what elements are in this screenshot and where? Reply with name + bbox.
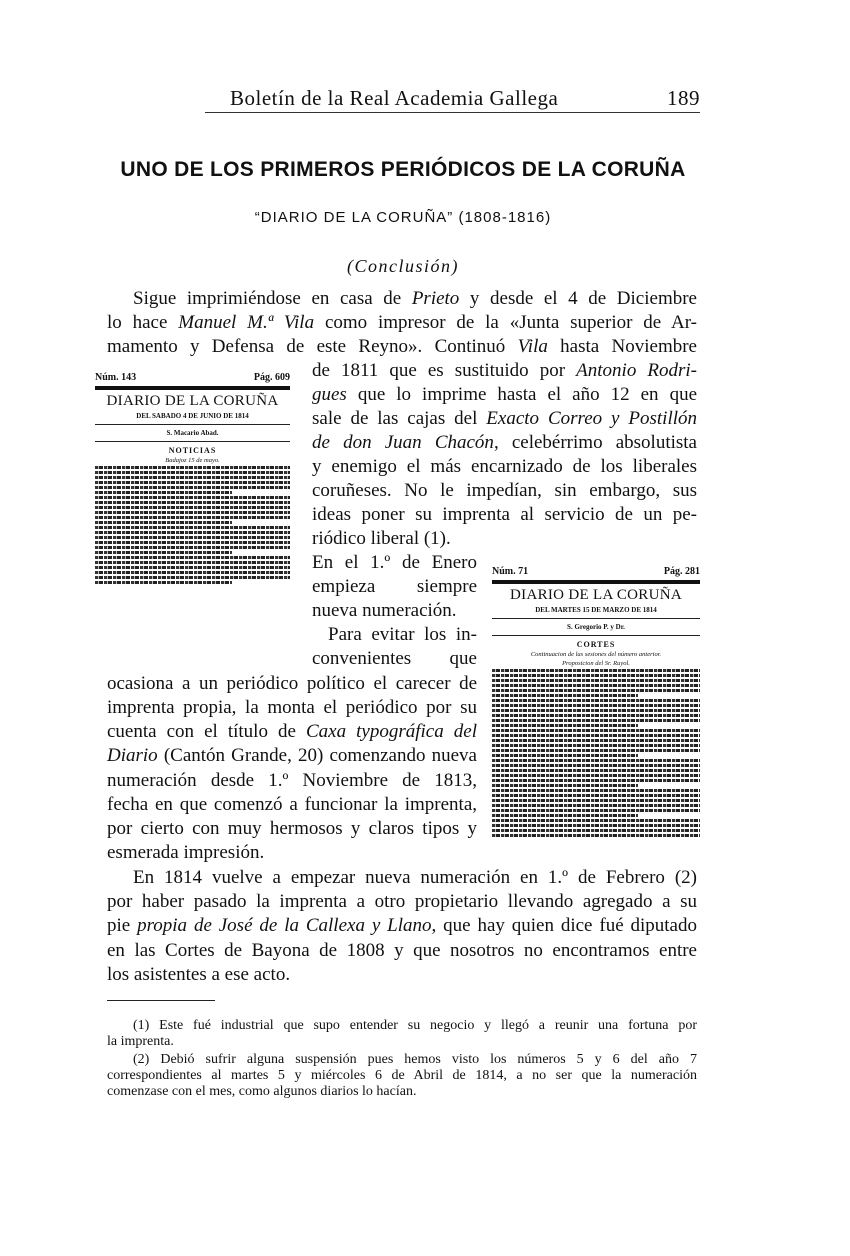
- text: numeración desde 1.º Noviembre de 1813,: [107, 770, 477, 791]
- text: como impresor de la «Junta superior de Ar-: [314, 312, 697, 333]
- footnote-line: comenzase con el mes, como algunos diarios lo hacían.: [107, 1084, 417, 1099]
- italic-text: propia de José de la Callexa y Llano: [137, 915, 432, 936]
- clip-text-line: [95, 506, 290, 509]
- italic-text: Vila: [517, 336, 548, 357]
- body-line: [312, 528, 451, 550]
- body-line: [312, 360, 697, 382]
- text: por haber pasado la imprenta a otro propietario llevando agregado a su: [107, 891, 697, 912]
- body-line: [312, 552, 477, 574]
- body-line: [107, 770, 477, 792]
- text: mamento y Defensa de este Reyno». Continuó: [107, 336, 518, 357]
- text: (Cantón Grande, 20) comenzando nueva: [157, 745, 477, 766]
- clip-text-line: [492, 739, 700, 742]
- text: en las Cortes de Bayona de 1808 y que nosotros no encontramos entre: [107, 940, 697, 961]
- footnote-line: correspondientes al martes 5 y miércoles 6 de Abril de 1814, a no ser que la numeración: [107, 1068, 697, 1083]
- clip-text-block: [95, 466, 290, 584]
- running-header: [230, 86, 700, 111]
- clip-text-line: [95, 471, 290, 474]
- clip-dateline: Badajoz 15 de mayo.: [165, 457, 220, 464]
- italic-text: Prieto: [411, 288, 460, 309]
- italic-text: gues: [312, 384, 347, 405]
- body-line: [312, 408, 697, 430]
- text: imprenta propia, la monta el periódico por su: [107, 697, 477, 718]
- body-line: [133, 288, 697, 310]
- text: , que hay quien dice fué diputado: [431, 915, 697, 936]
- clip-text-line: [95, 546, 290, 549]
- italic-text: Exacto Correo y Postillón: [486, 408, 697, 429]
- text: coruñeses. No le impedían, sin embargo, sus: [312, 480, 697, 501]
- text: lo hace: [107, 312, 179, 333]
- clip-text-line: [492, 789, 700, 792]
- body-line: [107, 673, 477, 695]
- text: empieza siempre: [312, 576, 477, 597]
- clip-rule: [95, 424, 290, 425]
- clip-rule: [492, 580, 700, 584]
- clip-text-line: [95, 521, 232, 524]
- body-line: [107, 964, 290, 986]
- clip-date: DEL MARTES 15 DE MARZO DE 1814: [535, 606, 657, 614]
- clip-text-line: [492, 809, 700, 812]
- clip-text-line: [492, 729, 700, 732]
- text: riódico liberal (1).: [312, 528, 451, 549]
- clip-text-line: [95, 536, 290, 539]
- clip-text-line: [95, 501, 290, 504]
- clip-text-line: [492, 759, 700, 762]
- clip-text-line: [492, 679, 700, 682]
- clip-text-line: [492, 704, 700, 707]
- text: Sigue imprimiéndose en casa de: [133, 288, 412, 309]
- italic-text: Caxa typográfica del: [305, 721, 477, 742]
- running-title: Boletín de la Real Academia Gallega: [230, 86, 559, 110]
- body-line: [312, 480, 697, 502]
- body-line: [328, 624, 477, 646]
- clip-page: Pág. 609: [253, 372, 290, 383]
- body-line: [107, 842, 264, 864]
- clip-text-line: [492, 669, 700, 672]
- clip-text-line: [95, 551, 232, 554]
- article-title: UNO DE LOS PRIMEROS PERIÓDICOS DE LA CORUÑA: [120, 158, 686, 181]
- footnote-line: la imprenta.: [107, 1034, 174, 1049]
- body-line: [312, 600, 457, 622]
- clip-subhead: Continuacion de las sesiones del número anterior.: [530, 651, 662, 658]
- clip-text-line: [95, 466, 290, 469]
- clip-text-line: [95, 511, 290, 514]
- body-line: [312, 504, 697, 526]
- text: En el 1.º de Enero: [312, 552, 477, 573]
- header-rule: [205, 112, 700, 113]
- clip-text-line: [95, 531, 290, 534]
- clip-text-line: [492, 824, 700, 827]
- text: sale de las cajas del: [312, 408, 487, 429]
- italic-text: de don Juan Chacón: [312, 432, 494, 453]
- body-line: [107, 794, 477, 816]
- clip-text-block: [492, 669, 700, 837]
- clip-saint: S. Gregorio P. y Dr.: [567, 623, 625, 631]
- clip-text-line: [492, 769, 700, 772]
- body-line: [107, 940, 697, 962]
- clip-text-line: [95, 541, 290, 544]
- clip-masthead: DIARIO DE LA CORUÑA: [510, 587, 682, 603]
- clip-text-line: [492, 689, 700, 692]
- text: cuenta con el título de: [107, 721, 306, 742]
- newspaper-clipping-right: [492, 566, 700, 839]
- clip-text-line: [492, 784, 638, 787]
- clip-text-line: [492, 799, 700, 802]
- article-subtitle: “DIARIO DE LA CORUÑA” (1808-1816): [254, 209, 552, 226]
- body-line: [312, 648, 477, 670]
- section-label: (Conclusión): [347, 256, 459, 276]
- clip-section: NOTICIAS: [168, 446, 217, 455]
- clip-text-line: [95, 576, 290, 579]
- clip-text-line: [95, 566, 290, 569]
- text: pie: [107, 915, 138, 936]
- body-line: [107, 312, 697, 334]
- clip-text-line: [492, 709, 700, 712]
- body-line: [312, 384, 697, 406]
- clip-number: Núm. 143: [95, 372, 137, 383]
- text: que lo imprime hasta el año 12 en que: [346, 384, 697, 405]
- footnote-rule: [107, 1000, 215, 1001]
- body-line: [107, 891, 697, 913]
- clip-subhead: Proposicion del Sr. Ruyol.: [562, 660, 630, 667]
- clip-text-line: [492, 724, 638, 727]
- body-line: [107, 915, 697, 937]
- clip-rule: [95, 386, 290, 390]
- clip-masthead: DIARIO DE LA CORUÑA: [106, 393, 279, 409]
- body-line: [107, 818, 477, 840]
- text: por cierto con muy hermosos y claros tipos y: [107, 818, 477, 839]
- text: nueva numeración.: [312, 600, 457, 621]
- clip-text-line: [492, 834, 700, 837]
- clip-text-line: [492, 819, 700, 822]
- text: ocasiona a un periódico político el carecer de: [107, 673, 477, 694]
- clip-rule: [95, 441, 290, 442]
- italic-text: Diario: [107, 745, 158, 766]
- clip-saint: S. Macario Abad.: [166, 429, 219, 437]
- clip-text-line: [95, 496, 290, 499]
- clip-rule: [492, 618, 700, 619]
- text: y desde el 4 de Diciembre: [459, 288, 697, 309]
- clip-text-line: [492, 814, 638, 817]
- body-line: [107, 336, 697, 358]
- text: fecha en que comenzó a funcionar la imprenta,: [107, 794, 477, 815]
- clip-text-line: [492, 779, 700, 782]
- clip-text-line: [492, 734, 700, 737]
- text: En 1814 vuelve a empezar nueva numeración en 1.º de Febrero (2): [133, 867, 697, 888]
- newspaper-clipping-left: [95, 372, 290, 586]
- clip-text-line: [492, 749, 700, 752]
- text: Para evitar los in-: [328, 624, 477, 645]
- body-line: [312, 432, 697, 454]
- footnote-line: (2) Debió sufrir alguna suspensión pues hemos visto los números 5 y 6 del año 7: [133, 1052, 697, 1067]
- clip-text-line: [95, 481, 290, 484]
- clip-rule: [492, 635, 700, 636]
- text: los asistentes a ese acto.: [107, 964, 291, 985]
- clip-text-line: [95, 486, 290, 489]
- body-line: [312, 456, 697, 478]
- clip-number: Núm. 71: [492, 566, 529, 577]
- clip-text-line: [492, 754, 638, 757]
- clip-text-line: [95, 476, 290, 479]
- clip-text-line: [492, 674, 700, 677]
- clip-page: Pág. 281: [663, 566, 700, 577]
- clip-date: DEL SABADO 4 DE JUNIO DE 1814: [136, 412, 249, 420]
- clip-text-line: [492, 699, 700, 702]
- clip-section: CORTES: [576, 640, 616, 649]
- clip-text-line: [492, 774, 700, 777]
- body-line: [107, 697, 477, 719]
- clip-text-line: [95, 516, 290, 519]
- text: ideas poner su imprenta al servicio de un pe-: [312, 504, 697, 525]
- text: y enemigo el más encarnizado de los liberales: [312, 456, 697, 477]
- clip-text-line: [492, 744, 700, 747]
- text: , celebérrimo absolutista: [493, 432, 697, 453]
- clip-text-line: [95, 561, 290, 564]
- clip-text-line: [95, 581, 232, 584]
- body-line: [107, 745, 477, 767]
- clip-text-line: [492, 694, 638, 697]
- clip-text-line: [492, 804, 700, 807]
- page-number: 189: [667, 86, 700, 110]
- clip-text-line: [95, 556, 290, 559]
- text: de 1811 que es sustituido por: [312, 360, 577, 381]
- clip-text-line: [492, 684, 700, 687]
- text: esmerada impresión.: [107, 842, 265, 863]
- clip-text-line: [492, 794, 700, 797]
- clip-text-line: [492, 829, 700, 832]
- clip-text-line: [492, 764, 700, 767]
- italic-text: Antonio Rodri-: [576, 360, 697, 381]
- footnote-line: (1) Este fué industrial que supo entender su negocio y llegó a reunir una fortuna por: [133, 1018, 697, 1033]
- body-line: [107, 721, 477, 743]
- body-line: [312, 576, 477, 598]
- italic-text: Manuel M.ª Vila: [178, 312, 315, 333]
- clip-text-line: [492, 719, 700, 722]
- text: hasta Noviembre: [547, 336, 697, 357]
- clip-text-line: [95, 491, 232, 494]
- text: convenientes que: [312, 648, 477, 669]
- clip-text-line: [492, 714, 700, 717]
- clip-text-line: [95, 526, 290, 529]
- body-line: [133, 867, 697, 889]
- clip-text-line: [95, 571, 290, 574]
